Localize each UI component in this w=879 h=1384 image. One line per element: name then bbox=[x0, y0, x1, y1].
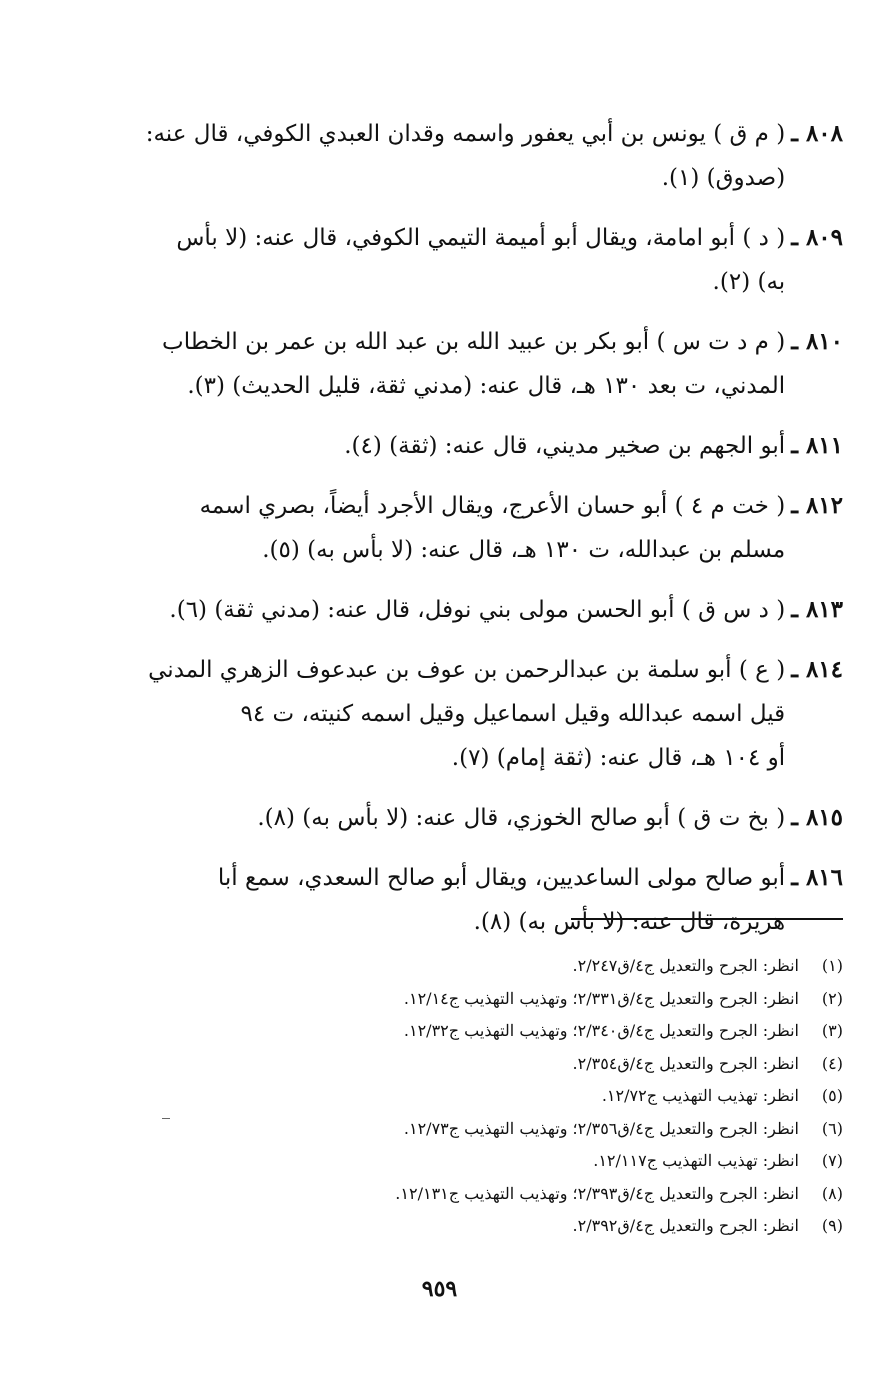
entry-text bbox=[136, 320, 785, 408]
footnote-number: (٦) bbox=[821, 1118, 843, 1138]
entry-number: ٨١٣ ـ bbox=[791, 596, 843, 623]
scan-mark bbox=[162, 1118, 170, 1119]
entry-text bbox=[136, 856, 785, 944]
footnote-number: (٨) bbox=[821, 1183, 843, 1203]
entry-number: ٨٠٩ ـ bbox=[791, 224, 843, 251]
entry-number: ٨١١ ـ bbox=[791, 432, 843, 459]
entry-line: أبو صالح مولى الساعديين، ويقال أبو صالح السعدي، سمع أبا bbox=[217, 865, 786, 891]
entry-line: به) (٢). bbox=[712, 269, 786, 295]
page-number: ٩٥٩ bbox=[421, 1276, 458, 1302]
entry-808 bbox=[136, 112, 843, 200]
entry-line: ( د ) أبو امامة، ويقال أبو أميمة التيمي الكوفي، قال عنه: (لا بأس bbox=[176, 225, 786, 251]
entry-816 bbox=[136, 856, 843, 944]
entry-text bbox=[136, 484, 785, 572]
footnote-separator bbox=[571, 918, 843, 920]
footnotes-list bbox=[136, 950, 843, 1243]
entry-line: قيل اسمه عبدالله وقيل اسماعيل وقيل اسمه كنيته، ت ٩٤ bbox=[240, 701, 786, 727]
entry-text bbox=[136, 648, 785, 780]
entry-text bbox=[136, 796, 785, 840]
footnote-number: (٥) bbox=[821, 1086, 843, 1105]
footnote-text: انظر: تهذيب التهذيب ج١٢/١١٧. bbox=[593, 1151, 799, 1170]
entry-number: ٨١٢ ـ bbox=[791, 492, 843, 519]
entry-line: (صدوق) (١). bbox=[661, 165, 786, 191]
footnote bbox=[136, 1145, 843, 1178]
entry-text bbox=[136, 216, 785, 304]
footnote-text: انظر: تهذيب التهذيب ج١٢/٧٢. bbox=[601, 1086, 799, 1105]
entry-number: ٨٠٨ ـ bbox=[791, 120, 843, 147]
entry-number: ٨١٦ ـ bbox=[791, 864, 843, 891]
entry-811 bbox=[136, 424, 843, 468]
footnote-text: انظر: الجرح والتعديل ج٤/ق٢/٣٤٠؛ وتهذيب التهذيب ج١٢/٣٢. bbox=[403, 1021, 799, 1040]
footnote-number: (٤) bbox=[821, 1053, 843, 1073]
entry-line: أو ١٠٤ هـ، قال عنه: (ثقة إمام) (٧). bbox=[451, 745, 786, 771]
footnote bbox=[136, 950, 843, 983]
footnote bbox=[136, 1178, 843, 1211]
footnote-text: انظر: الجرح والتعديل ج٤/ق٢/٣٥٤. bbox=[572, 1053, 799, 1073]
footnote-number: (٢) bbox=[821, 988, 843, 1008]
entry-number: ٨١٤ ـ bbox=[791, 656, 843, 683]
footnote-text: انظر: الجرح والتعديل ج٤/ق٢/٣٥٦؛ وتهذيب التهذيب ج١٢/٧٣. bbox=[403, 1118, 799, 1138]
entry-813 bbox=[136, 588, 843, 632]
entry-line: مسلم بن عبدالله، ت ١٣٠ هـ، قال عنه: (لا بأس به) (٥). bbox=[262, 537, 786, 563]
footnote-text: انظر: الجرح والتعديل ج٤/ق٢/٣٣١؛ وتهذيب التهذيب ج١٢/١٤. bbox=[403, 988, 799, 1008]
entry-line: ( خت م ٤ ) أبو حسان الأعرج، ويقال الأجرد أيضاً، بصري اسمه bbox=[199, 493, 786, 519]
footnote-text: انظر: الجرح والتعديل ج٤/ق٢/٣٩٢. bbox=[572, 1216, 799, 1235]
entry-810 bbox=[136, 320, 843, 408]
entry-text bbox=[136, 424, 785, 468]
entry-line: أبو الجهم بن صخير مديني، قال عنه: (ثقة) (٤). bbox=[344, 433, 786, 459]
entry-text bbox=[136, 588, 785, 632]
entry-line: ( بخ ت ق ) أبو صالح الخوزي، قال عنه: (لا بأس به) (٨). bbox=[257, 805, 786, 831]
footnote-text: انظر: الجرح والتعديل ج٤/ق٢/٢٤٧. bbox=[572, 956, 799, 975]
entry-number: ٨١٥ ـ bbox=[791, 804, 843, 831]
footnote bbox=[136, 1080, 843, 1113]
entry-text bbox=[136, 112, 785, 200]
entry-line: هريرة، قال عنه: (لا بأس به) (٨). bbox=[473, 909, 786, 935]
entry-815 bbox=[136, 796, 843, 840]
entry-809 bbox=[136, 216, 843, 304]
footnote bbox=[136, 1210, 843, 1243]
entry-line: ( م ق ) يونس بن أبي يعفور واسمه وقدان العبدي الكوفي، قال عنه: bbox=[145, 121, 786, 147]
footnote bbox=[136, 1015, 843, 1048]
footnote-text: انظر: الجرح والتعديل ج٤/ق٢/٣٩٣؛ وتهذيب التهذيب ج١٢/١٣١. bbox=[395, 1183, 799, 1203]
entry-line: ( ع ) أبو سلمة بن عبدالرحمن بن عوف بن عبدعوف الزهري المدني bbox=[148, 657, 786, 683]
footnote-number: (٧) bbox=[821, 1151, 843, 1170]
footnote bbox=[136, 1113, 843, 1146]
footnote-number: (٣) bbox=[821, 1021, 843, 1040]
entry-number: ٨١٠ ـ bbox=[791, 328, 843, 355]
footnote bbox=[136, 983, 843, 1016]
footnote-number: (٩) bbox=[821, 1216, 843, 1235]
entry-line: المدني، ت بعد ١٣٠ هـ، قال عنه: (مدني ثقة، قليل الحديث) (٣). bbox=[187, 373, 786, 399]
footnote bbox=[136, 1048, 843, 1081]
entry-line: ( د س ق ) أبو الحسن مولى بني نوفل، قال عنه: (مدني ثقة) (٦). bbox=[169, 597, 786, 623]
entry-812 bbox=[136, 484, 843, 572]
entry-line: ( م د ت س ) أبو بكر بن عبيد الله بن عبد الله بن عمر بن الخطاب bbox=[162, 329, 786, 355]
entry-814 bbox=[136, 648, 843, 780]
entries-list bbox=[136, 112, 843, 960]
footnote-number: (١) bbox=[821, 956, 843, 975]
